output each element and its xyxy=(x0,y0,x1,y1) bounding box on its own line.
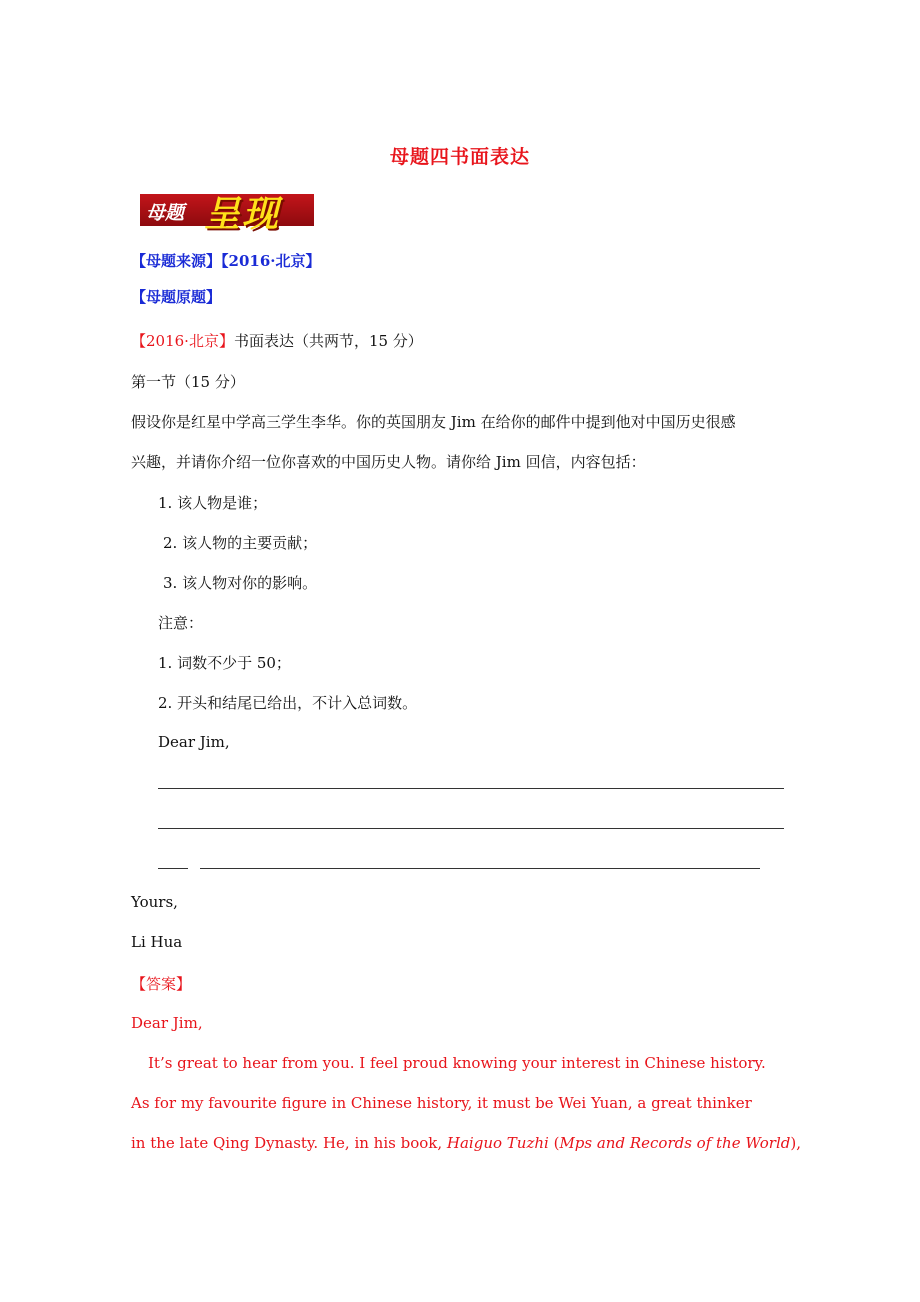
letter-greeting: Dear Jim, xyxy=(158,733,230,751)
answer-line-1: It’s great to hear from you. I feel proud knowing your interest in Chinese history. xyxy=(148,1054,766,1072)
question-text: 书面表达（共两节，15 分） xyxy=(233,332,423,350)
question-head xyxy=(131,330,423,351)
source-label: 【母题来源】 xyxy=(131,252,222,270)
section-banner xyxy=(140,188,314,234)
answer-line-3 xyxy=(131,1134,801,1152)
note-label: 注意： xyxy=(158,614,204,632)
letter-signature: Li Hua xyxy=(131,933,183,951)
answer-line-3-b: ( xyxy=(548,1134,560,1152)
answer-greeting: Dear Jim, xyxy=(131,1014,203,1032)
point-3: 3. 该人物对你的影响。 xyxy=(163,574,318,592)
book-translation: Mps and Records of the World xyxy=(559,1134,791,1152)
prompt-line-2: 兴趣，并请你介绍一位你喜欢的中国历史人物。请你给 Jim 回信，内容包括： xyxy=(131,453,646,471)
point-2: 2. 该人物的主要贡献； xyxy=(163,534,318,552)
note-2: 2. 开头和结尾已给出，不计入总词数。 xyxy=(158,694,418,712)
banner-small-text: 母题 xyxy=(146,202,185,224)
note-1: 1. 词数不少于 50； xyxy=(158,654,291,672)
answer-line-2: As for my favourite figure in Chinese history, it must be Wei Yuan, a great thinker xyxy=(131,1094,752,1112)
letter-closing: Yours, xyxy=(131,893,178,911)
original-label: 【母题原题】 xyxy=(131,288,222,306)
section-heading: 第一节（15 分） xyxy=(131,373,245,391)
question-tag: 【2016·北京】 xyxy=(131,332,234,350)
answer-line-3-a: in the late Qing Dynasty. He, in his book, xyxy=(131,1134,447,1152)
point-1: 1. 该人物是谁； xyxy=(158,494,268,512)
answer-label: 【答案】 xyxy=(131,975,192,993)
source-line xyxy=(131,250,321,271)
writing-line xyxy=(158,788,784,789)
banner-big-text: 呈现 xyxy=(204,194,281,235)
writing-line xyxy=(158,828,784,829)
prompt-line-1: 假设你是红星中学高三学生李华。你的英国朋友 Jim 在给你的邮件中提到他对中国历史很感 xyxy=(131,413,736,431)
writing-line xyxy=(200,868,760,869)
writing-line xyxy=(158,868,188,869)
book-title: Haiguo Tuzhi xyxy=(446,1134,549,1152)
page-title: 母题四书面表达 xyxy=(389,146,530,168)
source-value: 【2016·北京】 xyxy=(221,252,321,270)
answer-line-3-c: ), xyxy=(790,1134,801,1152)
